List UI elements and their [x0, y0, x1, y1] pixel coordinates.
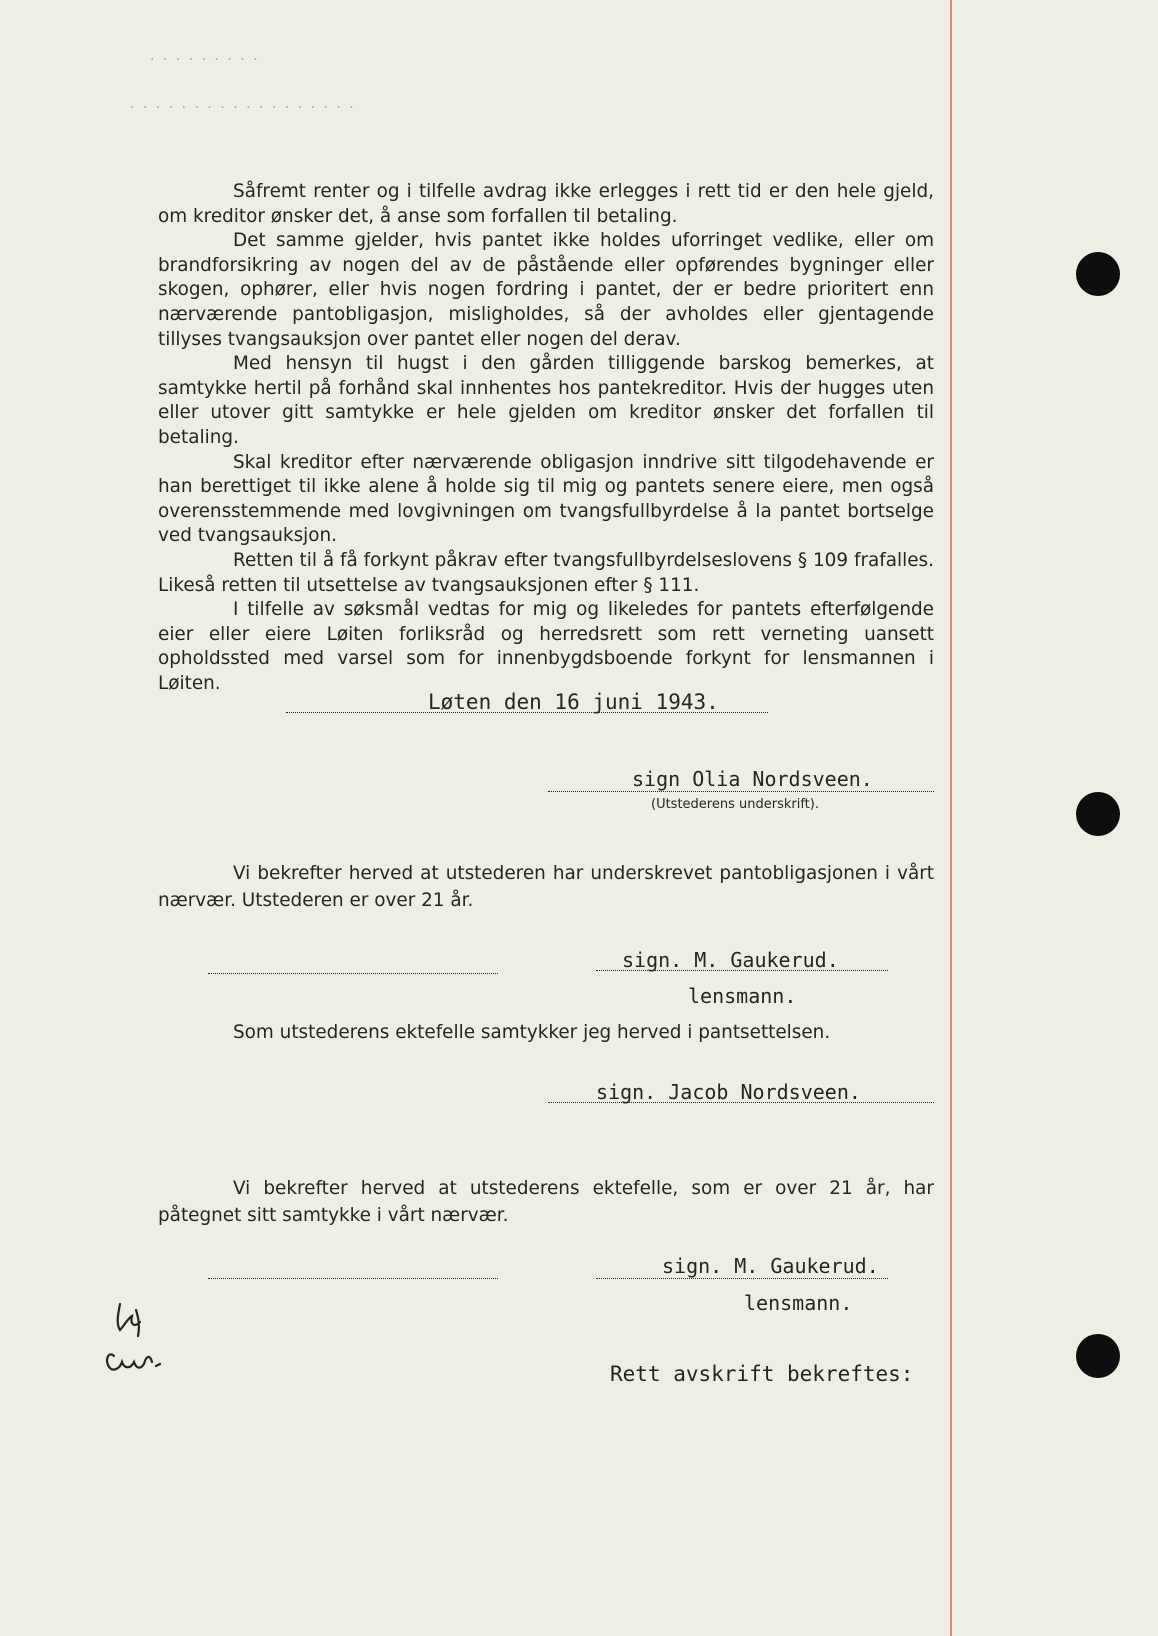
certification-text: Rett avskrift bekreftes:	[610, 1362, 914, 1386]
witness-1-signature: sign. M. Gaukerud.	[622, 948, 839, 972]
punch-hole-bottom	[1076, 1334, 1120, 1378]
witness-2-signature: sign. M. Gaukerud.	[662, 1254, 879, 1278]
witness-1-blank-line	[208, 973, 498, 974]
paragraph-enforcement: Retten til å få forkynt påkrav efter tvangsfullbyrdelseslovens § 109 frafalles. Likeså retten til utsettelse av tvangsauksjonen efter § 111.	[158, 549, 934, 596]
punch-hole-middle	[1076, 792, 1120, 836]
witness-statement-2: Vi bekrefter herved at utstederens ektefelle, som er over 21 år, har påtegnet sitt samtykke i vårt nærvær.	[158, 1178, 934, 1226]
spouse-consent-text: Som utstederens ektefelle samtykker jeg herved i pantsettelsen.	[233, 1022, 831, 1043]
witness-2-blank-line	[208, 1278, 498, 1279]
paragraph-creditor-rights: Skal kreditor efter nærværende obligasjon inndrive sitt tilgodehavende er han berettiget til ikke alene å holde sig til mig og pantets senere eiere, men også overensstemmende med lovgivningen om tvangsfullbyrdelse å la pantet bortselge ved tvangsauksjon.	[158, 451, 934, 547]
paragraph-logging: Med hensyn til hugst i den gården tilliggende barskog bemerkes, at samtykke hertil på forhånd skal innhentes hos pantekreditor. Hvis der hugges uten eller utover gitt samtykke er hele gjelden om kreditor ønsker det forfallen til betaling.	[158, 353, 934, 448]
conditions-text	[158, 180, 934, 696]
faint-header-line-1: · · · · · · · · ·	[150, 52, 260, 68]
issuer-signature-line	[548, 791, 934, 792]
punch-hole-top	[1076, 252, 1120, 296]
place-date: Løten den 16 juni 1943.	[428, 690, 719, 714]
witness-2-title: lensmann.	[744, 1291, 853, 1315]
paragraph-venue: I tilfelle av søksmål vedtas for mig og likeledes for pantets efterfølgende eier eller eiere Løiten forliksråd og herredsrett som rett verneting uansett opholdssted med varsel som for innenbygdsboende forkynt for lensmannen i Løiten.	[158, 599, 934, 694]
witness-statement-1: Vi bekrefter herved at utstederen har underskrevet pantobligasjonen i vårt nærvær. Utstederen er over 21 år.	[158, 863, 934, 911]
red-margin-line	[950, 0, 952, 1636]
paragraph-interest-default: Såfremt renter og i tilfelle avdrag ikke erlegges i rett tid er den hele gjeld, om kreditor ønsker det, å anse som forfallen til betaling.	[158, 181, 934, 227]
witness-1-title: lensmann.	[688, 984, 797, 1008]
issuer-signature-caption: (Utstederens underskrift).	[651, 797, 819, 812]
spouse-signature: sign. Jacob Nordsveen.	[596, 1080, 861, 1104]
issuer-signature: sign Olia Nordsveen.	[632, 767, 873, 791]
handwritten-initials	[100, 1296, 180, 1386]
faint-header-line-2: · · · · · · · · · · · · · · · · · ·	[130, 100, 356, 116]
paragraph-maintenance: Det samme gjelder, hvis pantet ikke holdes uforringet vedlike, eller om brandforsikring av nogen del av de påstående eller opførendes bygninger eller skogen, ophører, eller hvis nogen fordring i pantet, der er bedre prioritert enn nærværende pantobligasjon, misligholdes, så der avholdes eller gjentagende tillyses tvangsauksjon over pantet eller nogen del derav.	[158, 230, 934, 350]
witness-2-signature-line	[596, 1278, 888, 1279]
